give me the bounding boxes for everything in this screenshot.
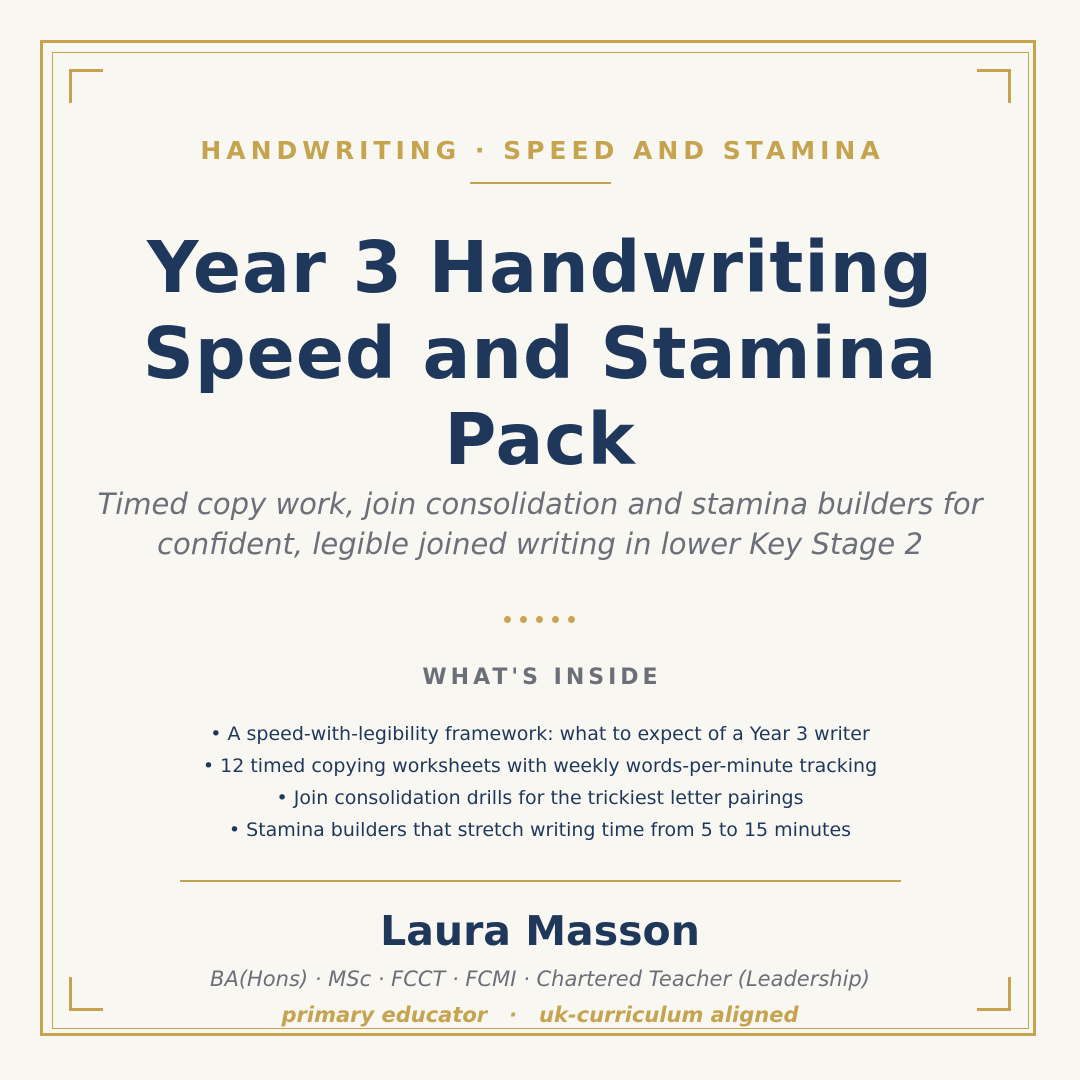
contents-list: [0, 718, 1080, 846]
list-item: • A speed-with-legibility framework: what to expect of a Year 3 writer: [210, 723, 870, 745]
page-title: Year 3 Handwriting Speed and Stamina Pack: [142, 226, 938, 481]
author-divider: [180, 880, 901, 882]
list-item: • Stamina builders that stretch writing time from 5 to 15 minutes: [228, 819, 852, 841]
kicker-heading: HANDWRITING · SPEED AND STAMINA: [200, 136, 885, 165]
dot-divider: [504, 616, 576, 624]
list-item: • Join consolidation drills for the trickiest letter pairings: [276, 787, 804, 809]
corner-ornament-top-left: [69, 69, 103, 103]
author-name: Laura Masson: [380, 907, 700, 955]
dot-ornament: [552, 616, 559, 623]
corner-ornament-top-right: [977, 69, 1011, 103]
dot-ornament: [504, 616, 511, 623]
dot-ornament: [536, 616, 543, 623]
dot-ornament: [520, 616, 527, 623]
dot-ornament: [568, 616, 575, 623]
subtitle: Timed copy work, join consolidation and stamina builders for confident, legible joined writing in lower Key Stage 2: [97, 487, 983, 561]
section-label-whats-inside: WHAT'S INSIDE: [422, 665, 662, 690]
list-item: • 12 timed copying worksheets with weekly words-per-minute tracking: [202, 755, 878, 777]
author-credentials: BA(Hons) · MSc · FCCT · FCMI · Chartered Teacher (Leadership): [210, 967, 870, 991]
author-tagline: primary educator · uk-curriculum aligned: [281, 1003, 799, 1027]
kicker-divider: [470, 182, 611, 184]
